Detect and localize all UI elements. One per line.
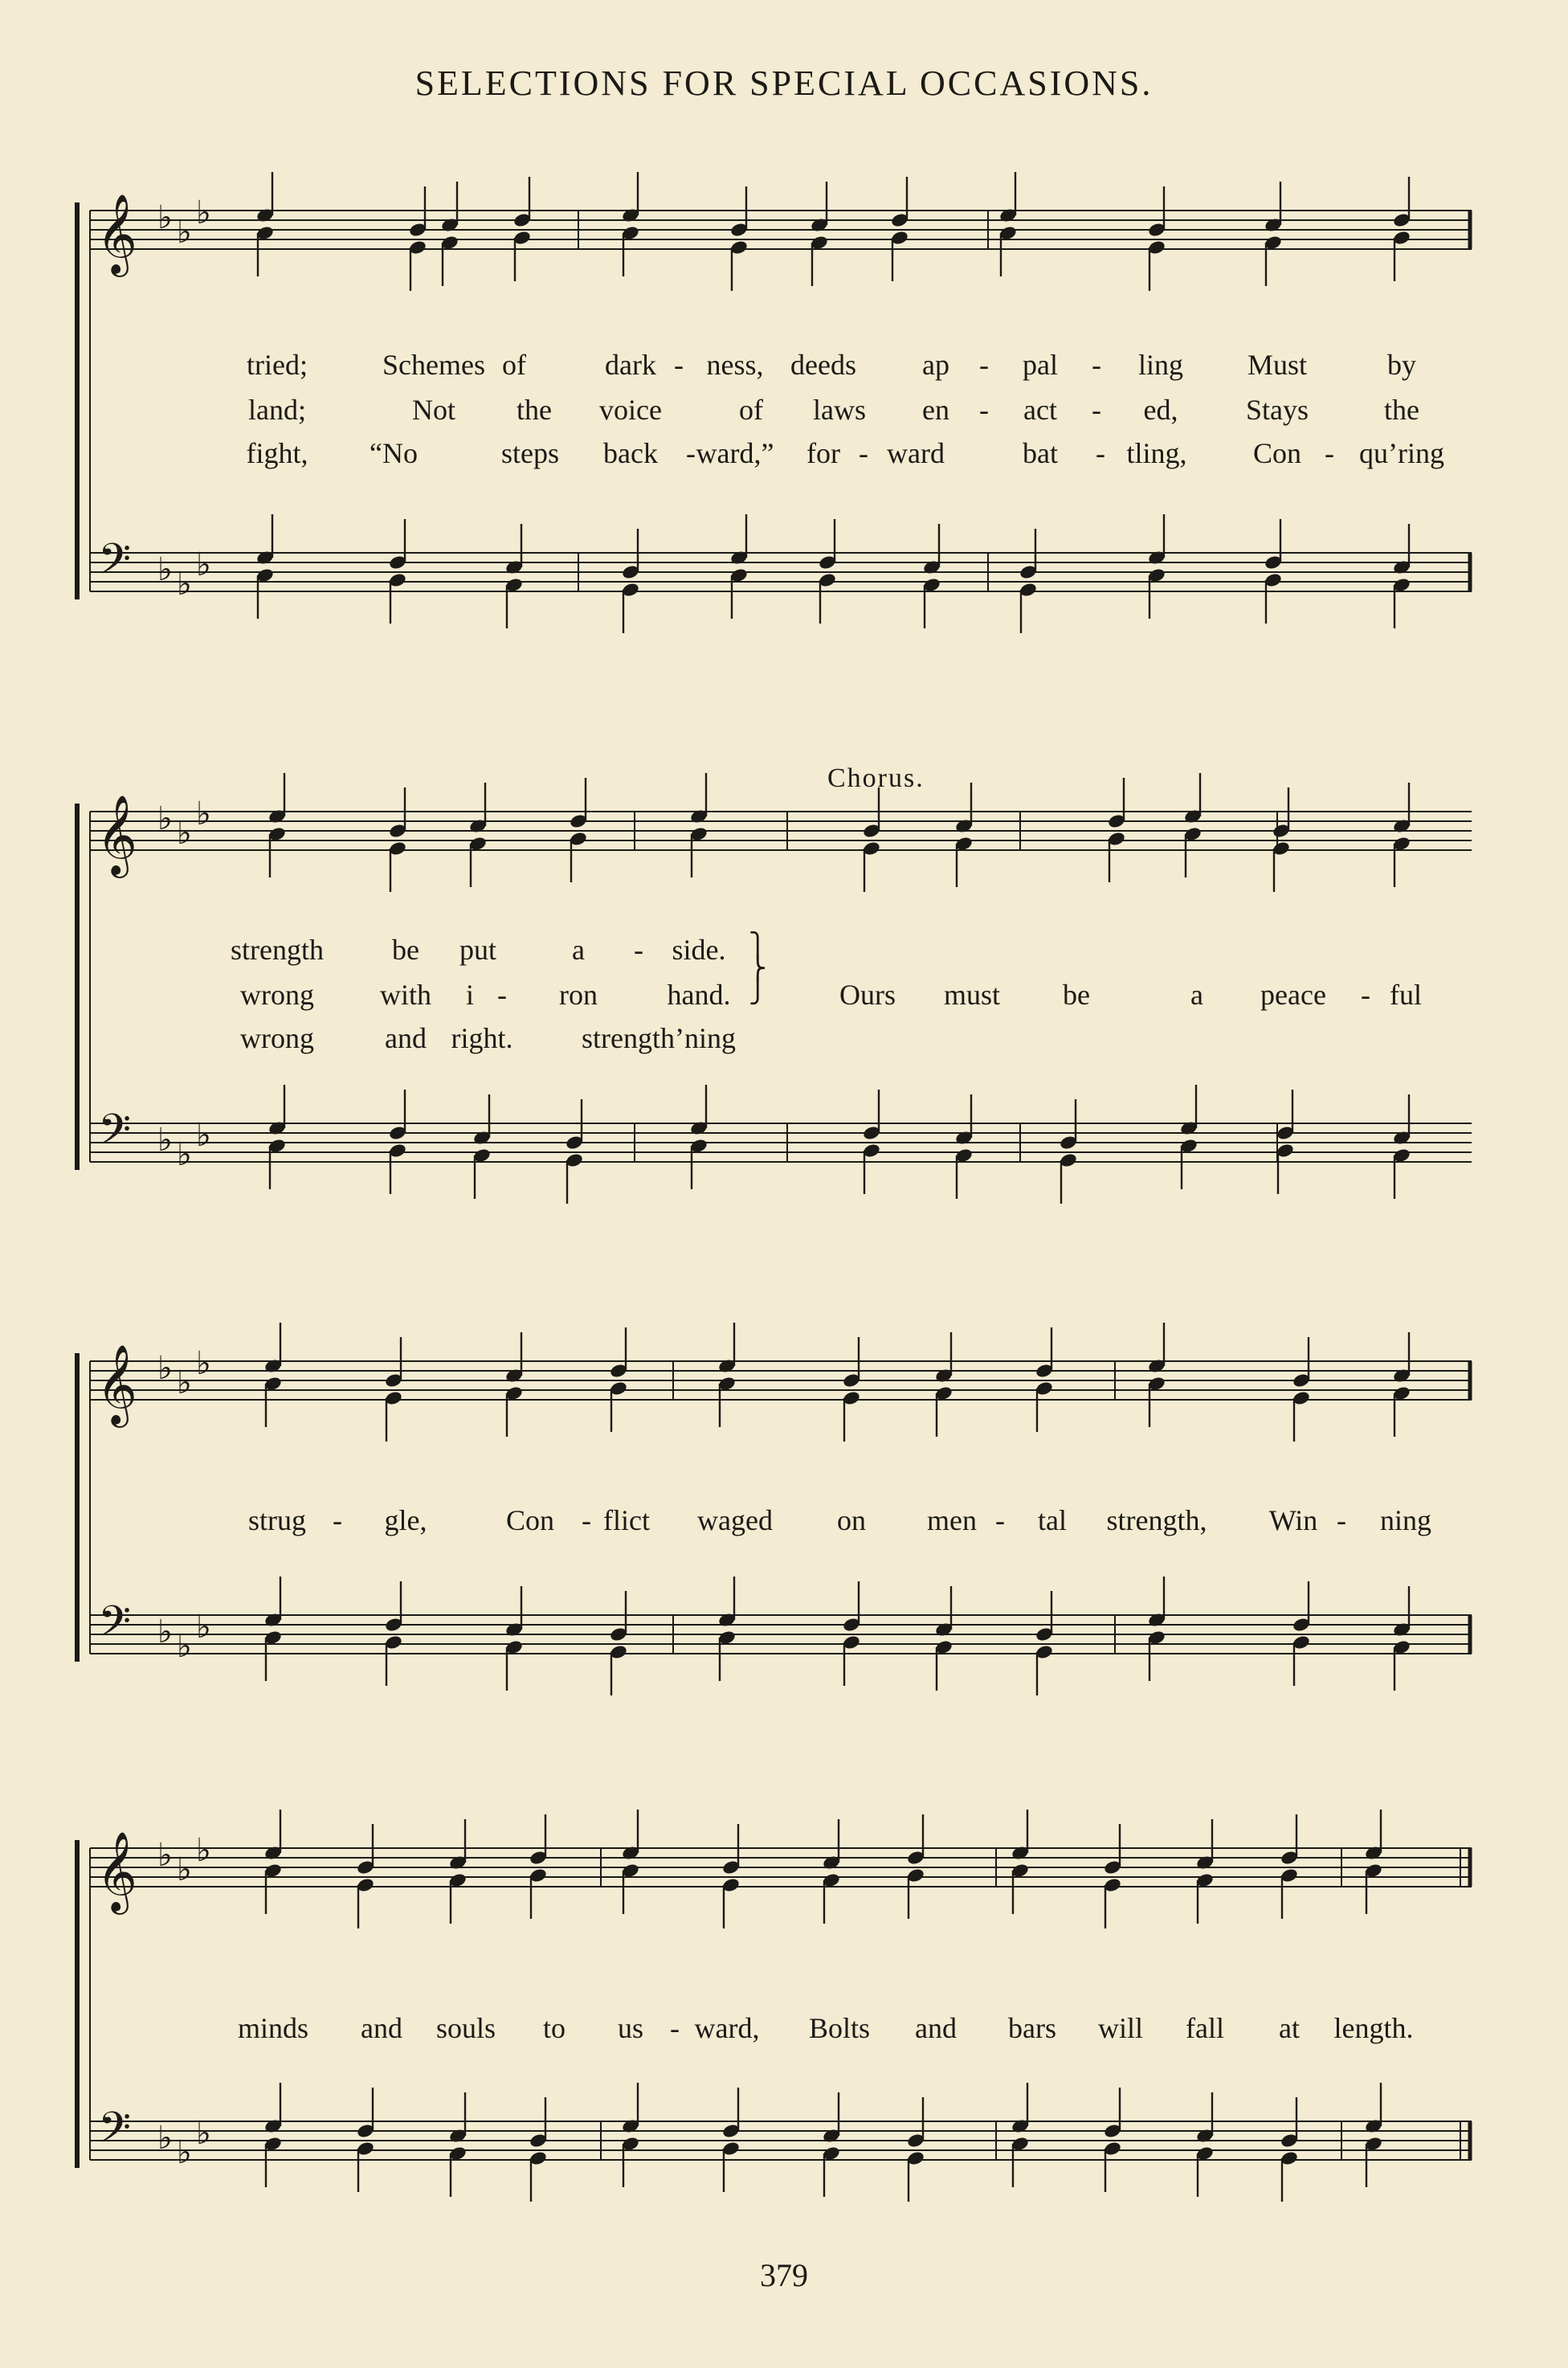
- lyric-word: land;: [248, 394, 306, 426]
- lyric-word: -: [674, 349, 684, 381]
- lyric-word: on: [837, 1504, 866, 1536]
- lyric-word: strength: [231, 934, 324, 966]
- lyric-word: ap: [922, 349, 949, 381]
- flat-icon: ♭: [196, 795, 211, 832]
- flat-icon: ♭: [177, 1136, 192, 1173]
- lyric-word: ling: [1137, 349, 1184, 381]
- lyric-word: i: [465, 979, 475, 1011]
- lyric-word: tal: [1038, 1504, 1067, 1536]
- page-title: SELECTIONS FOR SPECIAL OCCASIONS.: [414, 63, 1154, 103]
- bass-clef-icon: 𝄢: [98, 1597, 132, 1657]
- lyric-word: bars: [1008, 2012, 1056, 2044]
- lyric-word: -: [1092, 349, 1101, 381]
- refrain-word: -: [1361, 979, 1370, 1011]
- lyric-word: of: [739, 394, 763, 426]
- lyric-word: ward: [887, 437, 945, 469]
- treble-clef-icon: 𝄞: [96, 194, 137, 274]
- flat-icon: ♭: [157, 2120, 173, 2157]
- chorus-label: Chorus.: [827, 763, 925, 793]
- treble-clef-icon: 𝄞: [96, 1831, 137, 1912]
- lyric-word: ward,: [694, 2012, 760, 2044]
- lyric-word: flict: [603, 1504, 650, 1536]
- lyric-word: laws: [813, 394, 866, 426]
- treble-clef-icon: 𝄞: [96, 1344, 137, 1425]
- lyric-word: the: [517, 394, 552, 426]
- lyric-word: and: [385, 1022, 427, 1054]
- lyric-word: -: [995, 1504, 1005, 1536]
- page-number: 379: [760, 2257, 808, 2293]
- lyric-word: act: [1023, 394, 1057, 426]
- lyric-word: -: [859, 437, 868, 469]
- lyric-word: Con: [1252, 437, 1302, 469]
- lyric-word: qu’ring: [1359, 437, 1444, 469]
- lyric-word: “No: [370, 437, 418, 469]
- lyric-word: -: [333, 1504, 342, 1536]
- refrain-word: ful: [1390, 979, 1422, 1011]
- lyric-word: back: [603, 437, 658, 469]
- lyric-word: ron: [559, 979, 598, 1011]
- flat-icon: ♭: [196, 546, 211, 583]
- lyric-word: en: [922, 394, 949, 426]
- lyric-word: a: [572, 934, 585, 966]
- flat-icon: ♭: [196, 194, 211, 231]
- lyric-word: ed,: [1143, 394, 1178, 426]
- lyric-word: -: [979, 394, 989, 426]
- flat-icon: ♭: [177, 1364, 192, 1401]
- lyric-word: ness,: [706, 349, 764, 381]
- flat-icon: ♭: [177, 815, 192, 852]
- lyric-word: -: [582, 1504, 591, 1536]
- flat-icon: ♭: [157, 551, 173, 588]
- lyric-word: the: [1384, 394, 1419, 426]
- lyric-word: wrong: [240, 979, 314, 1011]
- lyric-word: strug: [248, 1504, 306, 1536]
- bass-clef-icon: 𝄢: [98, 1106, 132, 1165]
- lyric-word: -: [686, 437, 696, 469]
- lyric-word: gle,: [384, 1504, 427, 1536]
- lyric-word: with: [379, 979, 432, 1011]
- lyric-word: fight,: [246, 437, 308, 469]
- lyric-word: tried;: [247, 349, 308, 381]
- refrain-word: must: [943, 979, 1001, 1011]
- lyric-word: wrong: [240, 1022, 314, 1054]
- flat-icon: ♭: [196, 1345, 211, 1382]
- lyric-word: right.: [451, 1022, 513, 1054]
- lyric-word: souls: [435, 2012, 496, 2044]
- refrain-word: a: [1190, 979, 1203, 1011]
- lyric-word: Bolts: [808, 2012, 871, 2044]
- flat-icon: ♭: [196, 1117, 211, 1154]
- lyric-word: hand.: [667, 979, 731, 1011]
- lyric-word: ward,”: [696, 437, 774, 469]
- lyric-word: and: [361, 2012, 402, 2044]
- flat-icon: ♭: [196, 2115, 211, 2152]
- refrain-word: be: [1063, 979, 1090, 1011]
- lyric-word: for: [806, 437, 840, 469]
- flat-icon: ♭: [157, 199, 173, 236]
- flat-icon: ♭: [177, 1628, 192, 1665]
- flat-icon: ♭: [157, 1837, 173, 1874]
- lyric-word: Con: [505, 1504, 555, 1536]
- lyric-word: minds: [237, 2012, 309, 2044]
- flat-icon: ♭: [177, 214, 192, 251]
- lyric-word: -: [670, 2012, 680, 2044]
- lyric-word: dark: [605, 349, 656, 381]
- flat-icon: ♭: [196, 1832, 211, 1869]
- flat-icon: ♭: [177, 2134, 192, 2171]
- flat-icon: ♭: [196, 1609, 211, 1646]
- refrain-word: peace: [1260, 979, 1326, 1011]
- bass-clef-icon: 𝄢: [98, 535, 132, 595]
- lyric-word: -: [1337, 1504, 1346, 1536]
- lyric-word: Stays: [1245, 394, 1309, 426]
- lyric-word: to: [542, 2012, 566, 2044]
- lyric-word: by: [1387, 349, 1416, 381]
- refrain-word: Ours: [839, 979, 896, 1011]
- lyric-word: fall: [1186, 2012, 1224, 2044]
- flat-icon: ♭: [177, 566, 192, 603]
- lyric-word: -: [1092, 394, 1101, 426]
- flat-icon: ♭: [157, 1122, 173, 1159]
- lyric-word: -: [634, 934, 643, 966]
- flat-icon: ♭: [157, 1350, 173, 1387]
- lyric-word: -: [979, 349, 989, 381]
- lyric-word: of: [502, 349, 526, 381]
- flat-icon: ♭: [157, 1613, 173, 1650]
- lyric-word: waged: [697, 1504, 773, 1536]
- lyric-word: Schemes: [382, 349, 485, 381]
- verse-brace: ⎫ ⎬ ⎭: [749, 933, 767, 1004]
- lyric-word: put: [459, 934, 497, 966]
- lyric-word: -: [1325, 437, 1334, 469]
- lyric-word: Not: [412, 394, 455, 426]
- lyric-word: -: [1096, 437, 1105, 469]
- lyric-word: steps: [501, 437, 559, 469]
- lyric-word: us: [617, 2012, 644, 2044]
- lyric-word: ning: [1379, 1504, 1432, 1536]
- flat-icon: ♭: [157, 800, 173, 837]
- lyric-word: pal: [1023, 349, 1058, 381]
- lyric-word: deeds: [790, 349, 856, 381]
- lyric-word: Must: [1247, 349, 1308, 381]
- lyric-word: tling,: [1126, 437, 1187, 469]
- lyric-word: Win: [1268, 1504, 1318, 1536]
- lyric-word: side.: [672, 934, 726, 966]
- lyric-word: at: [1279, 2012, 1300, 2044]
- lyric-word: length.: [1333, 2012, 1414, 2044]
- lyric-word: will: [1097, 2012, 1144, 2044]
- flat-icon: ♭: [177, 1851, 192, 1888]
- treble-clef-icon: 𝄞: [96, 795, 137, 875]
- lyric-word: men: [927, 1504, 977, 1536]
- lyric-word: be: [392, 934, 419, 966]
- bass-clef-icon: 𝄢: [98, 2104, 132, 2163]
- lyric-word: -: [497, 979, 507, 1011]
- lyric-word: strength’ning: [582, 1022, 736, 1054]
- lyric-word: bat: [1023, 437, 1058, 469]
- lyric-word: and: [915, 2012, 957, 2044]
- lyric-word: voice: [599, 394, 662, 426]
- lyric-word: strength,: [1106, 1504, 1207, 1536]
